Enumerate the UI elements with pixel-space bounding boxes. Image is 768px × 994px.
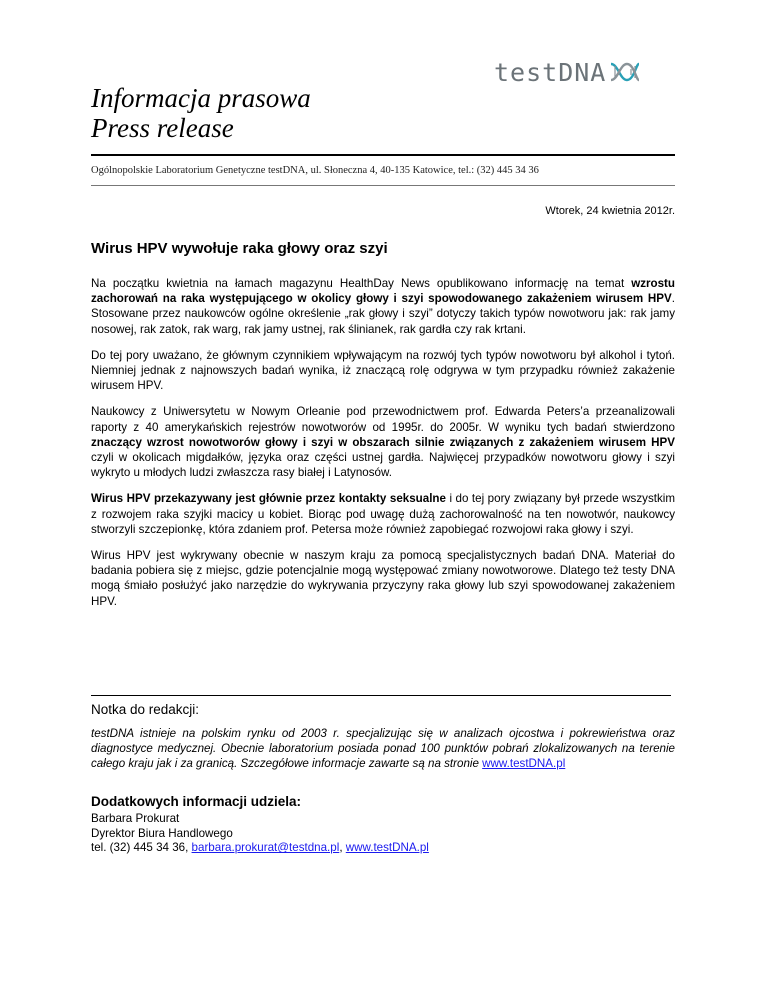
contact-title: Dodatkowych informacji udziela: xyxy=(91,794,302,809)
contact-position: Dyrektor Biura Handlowego xyxy=(91,826,233,840)
paragraph-5: Wirus HPV jest wykrywany obecnie w naszym kraju za pomocą specjalistycznych badań DNA. Materiał do badania pobiera się z miejsc, gdzie potencjalnie mogą występować zmiany nowotworowe. Dlatego też testy DNA mogą śmiało posłużyć jako narzędzie do wykrywania przyczyny raka głowy lub szyi spowodowanej zakażeniem HPV. xyxy=(91,549,675,608)
paragraph-1: Na początku kwietnia na łamach magazynu HealthDay News opublikowano informację na temat wzrostu zachorowań na raka występującego w okolicy głowy i szyi spowodowanego zakażeniem wirusem HPV. Stosowane przez naukowców ogólne określenie „rak głowy i szyi” dotyczy takich typów nowotworu jak: rak jamy nosowej, rak zatok, rak warg, rak jamy ustnej, rak ślinianek, rak gardła czy rak krtani. xyxy=(91,277,675,336)
testdna-logo xyxy=(494,54,664,90)
contact-website-link[interactable]: www.testDNA.pl xyxy=(345,841,429,855)
contact-line: tel. (32) 445 34 36, barbara.prokurat@testdna.pl, www.testDNA.pl xyxy=(91,841,429,855)
release-date: Wtorek, 24 kwietnia 2012r. xyxy=(545,205,675,217)
title-english: Press release xyxy=(91,113,234,143)
contact-name: Barbara Prokurat xyxy=(91,812,180,825)
header-divider xyxy=(91,154,675,156)
paragraph-3: Naukowcy z Uniwersytetu w Nowym Orleanie pod przewodnictwem prof. Edwarda Peters’a przeanalizowali raporty z 40 amerykańskich rejestrów nowotworów od 1995r. do 2005r. W wyniku tych badań stwierdzono znaczący wzrost nowotworów głowy i szyi w obszarach silnie związanych z zakażeniem wirusem HPV czyli w okolicach migdałków, języka oraz części ustnej gardła. Najwięcej przypadków nowotworu głowy i szyi wykryto u młodych ludzi zwłaszcza rasy białej i Latynosów. xyxy=(91,405,675,480)
logo-text: testDNA xyxy=(494,57,607,87)
lab-address: Ogólnopolskie Laboratorium Genetyczne testDNA, ul. Słoneczna 4, 40-135 Katowice, tel.: (32) 445 34 36 xyxy=(91,165,539,176)
email-link[interactable]: barbara.prokurat@testdna.pl xyxy=(191,841,340,855)
title-polish: Informacja prasowa xyxy=(91,83,311,113)
editor-note-title: Notka do redakcji: xyxy=(91,702,200,717)
editor-note-text: testDNA istnieje na polskim rynku od 2003 r. specjalizując się w analizach ojcostwa i pokrewieństwa oraz diagnostyce medycznej. Obecnie laboratorium posiada ponad 100 punktów pobrań zlokalizowanych na terenie całego kraju jak i za granicą. Szczegółowe informacje zawarte są na stronie www.testDNA.pl xyxy=(91,727,675,771)
address-divider xyxy=(91,185,675,186)
website-link[interactable]: www.testDNA.pl xyxy=(482,757,566,771)
paragraph-2: Do tej pory uważano, że głównym czynnikiem wpływającym na rozwój tych typów nowotworu był alkohol i tytoń. Niemniej jednak z najnowszych badań wynika, iż znaczącą rolę odgrywa w tym przypadku również zakażenie wirusem HPV. xyxy=(91,348,675,393)
contact-block xyxy=(91,812,429,856)
notes-divider xyxy=(91,695,671,696)
article-heading: Wirus HPV wywołuje raka głowy oraz szyi xyxy=(91,240,388,257)
paragraph-4: Wirus HPV przekazywany jest głównie przez kontakty seksualne i do tej pory związany był przede wszystkim z rozwojem raka szyjki macicy u kobiet. Biorąc pod uwagę dużą zachorowalność na ten nowotwór, naukowcy stworzyli szczepionkę, która zdaniem prof. Petersa może również zapobiegać rozwojowi raka głowy i szyi. xyxy=(91,492,675,536)
document-title xyxy=(91,83,311,143)
article-body xyxy=(91,276,675,620)
dna-helix-icon xyxy=(610,61,640,83)
